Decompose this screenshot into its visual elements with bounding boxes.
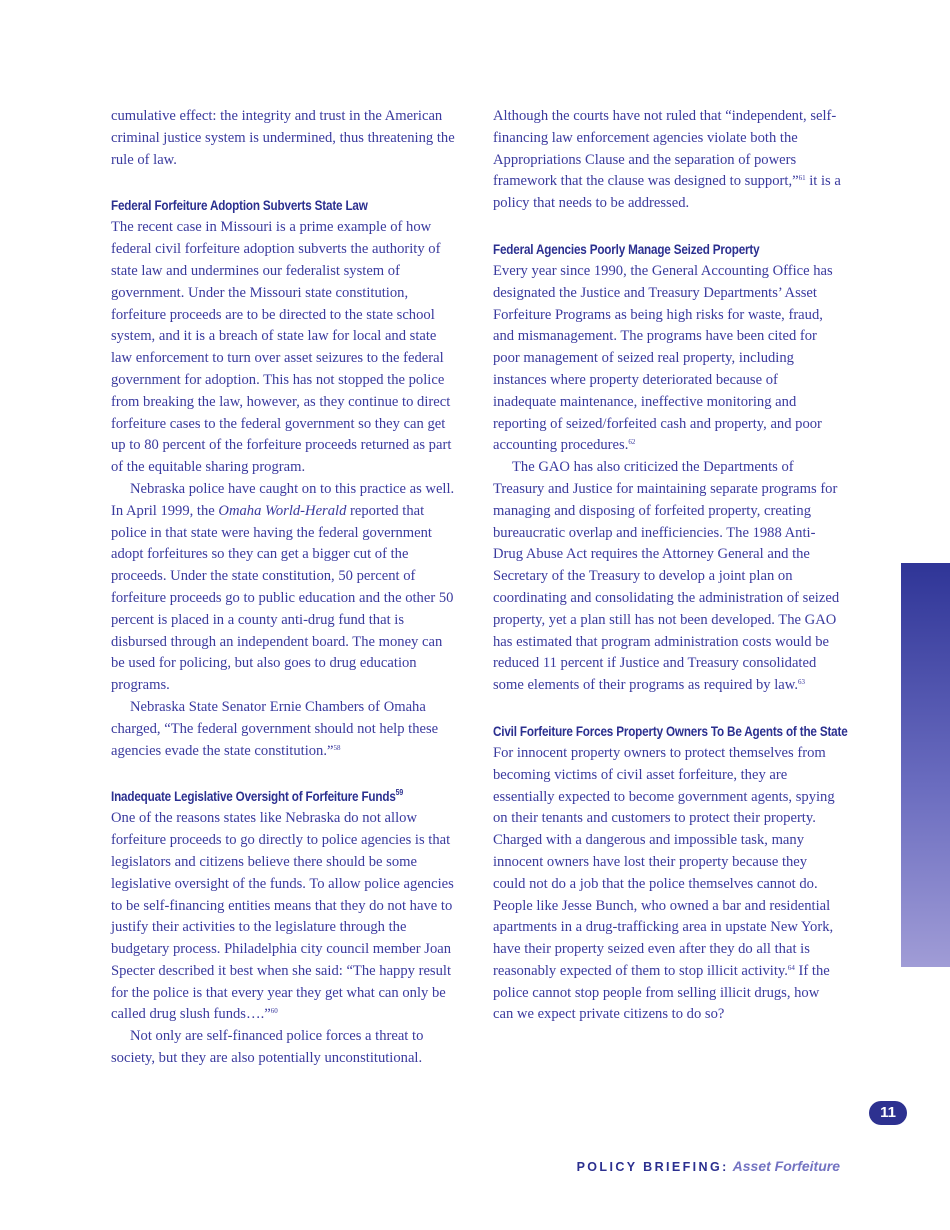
paragraph-self-financed-police: Not only are self-financed police forces a threat to society, but they are also potentially unconstitutional. (111, 1028, 424, 1067)
footer-running-title (577, 1158, 840, 1174)
paragraph-senator-chambers: Nebraska State Senator Ernie Chambers of Omaha charged, “The federal government should not help these agencies evade the state constitution.”$^{58}$ (111, 698, 439, 759)
paragraph-gao-high-risk: Every year since 1990, the General Accounting Office has designated the Justice and Treasury Departments’ Asset Forfeiture Programs as being high risks for waste, fraud, and mismanagement. The programs have been cited for poor management of seized real property, including instances where property deteriorated because of inadequate maintenance, ineffective monitoring and reporting of seized/forfeited cash and property, and poor accounting procedures.$^{62}$ (493, 262, 833, 454)
right-column (493, 106, 848, 1026)
footer-title: Asset Forfeiture (732, 1158, 840, 1174)
heading-legislative-oversight: Inadequate Legislative Oversight of Forfeiture Funds$^{59}$ (111, 788, 403, 805)
heading-federal-forfeiture-adoption: Federal Forfeiture Adoption Subverts State Law (111, 198, 368, 214)
footnote-58: 58 (333, 743, 341, 752)
decorative-side-bar (901, 563, 950, 967)
footnote-61: 61 (798, 174, 806, 183)
paragraph-innocent-owners: For innocent property owners to protect themselves from becoming victims of civil asset forfeiture, they are essentially expected to become government agents, spying on their tenants and customers to protect their property. Charged with a dangerous and impossible task, many innocent owners have lost their property because they could not do a job that the police themselves cannot do. People like Jesse Bunch, who owned a bar and residential apartments in a drug-trafficking area in upstate New York, have their property seized even after they do all that is reasonably expected of them to stop illicit activity.$^{64}$ If the police cannot stop people from selling illicit drugs, how can we expect private citizens to do so? (493, 744, 835, 1023)
paragraph-gao-criticism: The GAO has also criticized the Departments of Treasury and Justice for maintaining separate programs for managing and disposing of forfeited property, creating bureaucratic overlap and inefficiencies. The 1988 Anti-Drug Abuse Act requires the Attorney General and the Secretary of the Treasury to develop a joint plan on coordinating and consolidating the administration of seized property, yet a plan still has not been developed. The GAO has estimated that program administration costs would be reduced 11 percent if Justice and Treasury consolidated some elements of their programs as required by law.$^{63}$ (493, 459, 840, 694)
footnote-64: 64 (787, 963, 795, 972)
page-number-badge: 11 (869, 1101, 907, 1125)
footnote-59: 59 (395, 788, 403, 798)
footer-label: POLICY BRIEFING: (576, 1160, 729, 1174)
omaha-world-herald-title: Omaha World-Herald (218, 502, 347, 519)
left-column (111, 106, 459, 1070)
footnote-63: 63 (798, 678, 806, 687)
footnote-60: 60 (270, 1007, 278, 1016)
footnote-62: 62 (628, 438, 636, 447)
paragraph-nebraska-police: Nebraska police have caught on to this practice as well. In April 1999, the Omaha World-Herald reported that police in that state were having the federal government adopt forfeitures so they can get a bigger cut of the proceeds. Under the state constitution, 50 percent of forfeiture proceeds go to public education and the other 50 percent is placed in a county anti-drug fund that is disbursed through an independent board. The money can be used for policing, but also goes to drug education programs. (111, 480, 455, 694)
heading-federal-agencies: Federal Agencies Poorly Manage Seized Property (493, 241, 760, 257)
paragraph-missouri-case: The recent case in Missouri is a prime example of how federal civil forfeiture adoption subverts the authority of state law and undermines our federalist system of government. Under the Missouri state constitution, forfeiture proceeds are to be directed to the state school system, and it is a breach of state law for local and state law enforcement to turn over asset seizures to the federal government for adoption. This has not stopped the police from breaking the law, however, as they continue to direct forfeiture cases to the federal government so they can get up to 80 percent of the forfeiture proceeds returned as part of the equitable sharing program. (111, 219, 452, 476)
paragraph-legislative-oversight: One of the reasons states like Nebraska do not allow forfeiture proceeds to go directly to police agencies is that legislators and citizens believe there should be some legislative oversight of the funds. To allow police agencies to be self-financing entities means that they do not have to justify their activities to the legislature through the budgetary process. Philadelphia city council member Joan Specter described it best when she said: “The happy result for the police is that every year they get what can only be called drug slush funds….”$^{60}$ (111, 810, 454, 1023)
right-intro-paragraph: Although the courts have not ruled that “independent, self-financing law enforcement agencies violate both the Appropriations Clause and the separation of powers framework that the clause was designed to support,”$^{61}$ it is a policy that needs to be addressed. (493, 108, 841, 212)
heading-property-owners-agents: Civil Forfeiture Forces Property Owners To Be Agents of the State (493, 723, 848, 739)
left-intro-paragraph: cumulative effect: the integrity and trust in the American criminal justice system is undermined, thus threatening the rule of law. (111, 108, 455, 168)
